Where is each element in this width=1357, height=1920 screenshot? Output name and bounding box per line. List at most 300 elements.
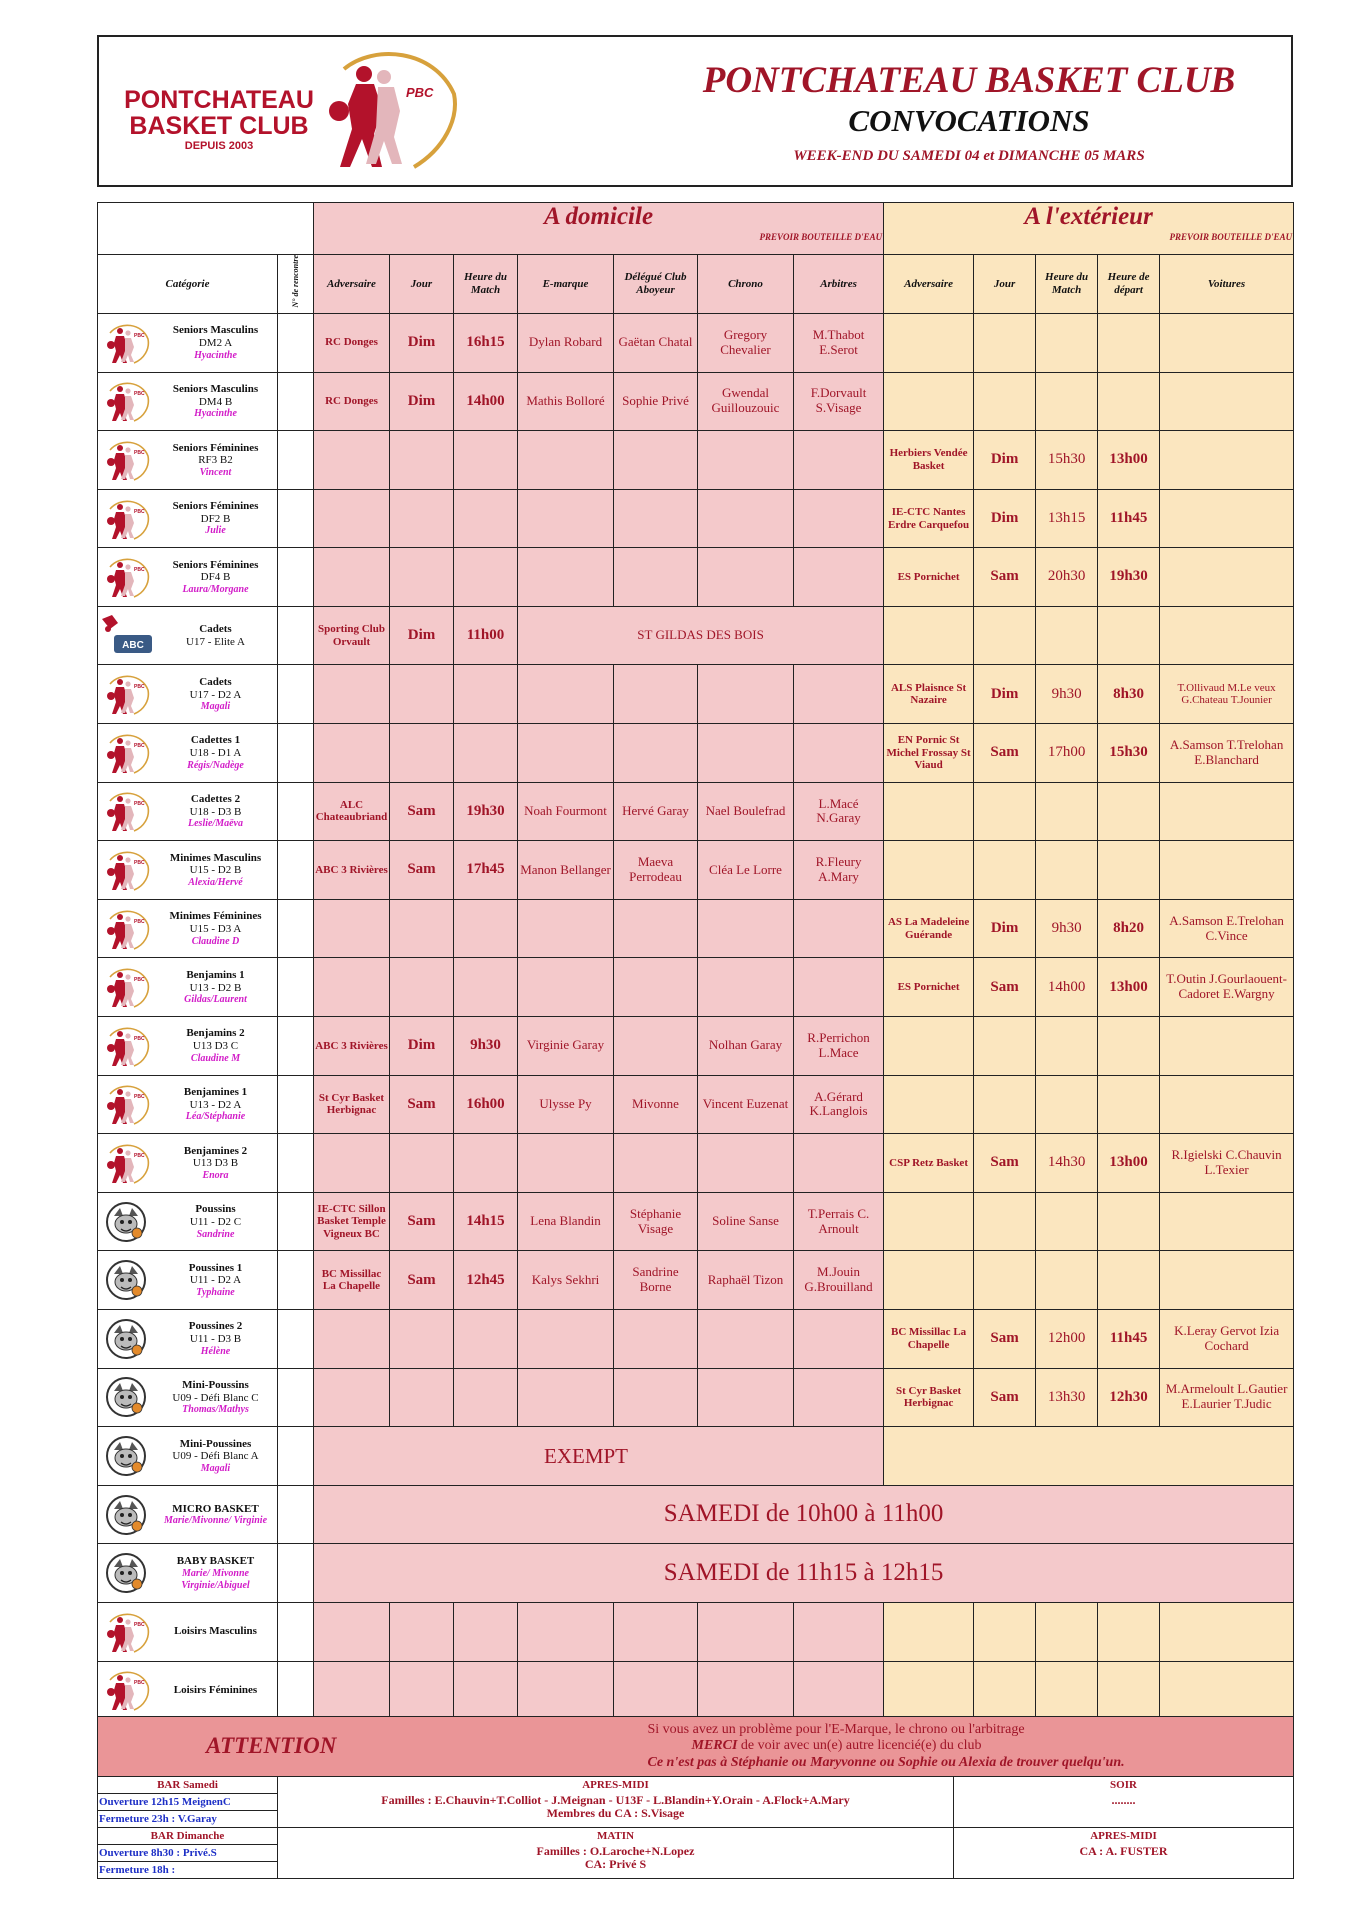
mascot-icon [98, 1375, 154, 1419]
svg-text:PBC: PBC [134, 1153, 145, 1160]
home-emarque [518, 1134, 614, 1193]
home-adversaire: Sporting Club Orvault [314, 606, 390, 665]
table-row [98, 1251, 1294, 1310]
rencontre-number [278, 489, 314, 548]
table-row [98, 782, 1294, 841]
home-emarque: Dylan Robard [518, 313, 614, 372]
bar-dimanche-close: Fermeture 18h : [98, 1862, 278, 1879]
home-delegue [614, 548, 698, 607]
away-heure-depart: 15h30 [1098, 724, 1160, 783]
table-row [98, 1485, 1294, 1544]
away-heure-match [1036, 841, 1098, 900]
away-voitures [1160, 841, 1294, 900]
home-jour [390, 1368, 454, 1427]
home-heure-match: 16h00 [454, 1075, 518, 1134]
category-cell [98, 782, 278, 841]
rencontre-number [278, 1251, 314, 1310]
away-adversaire: IE-CTC Nantes Erdre Carquefou [884, 489, 974, 548]
pbc-logo-icon [98, 789, 154, 833]
away-heure-match [1036, 1017, 1098, 1076]
pbc-logo-icon [98, 497, 154, 541]
home-arbitres [794, 724, 884, 783]
logo-line3: DEPUIS 2003 [184, 140, 254, 152]
category-name: Minimes Féminines [169, 910, 262, 923]
away-heure-depart: 19h30 [1098, 548, 1160, 607]
category-name: Poussines 2 [188, 1320, 243, 1333]
home-chrono: Raphaël Tizon [698, 1251, 794, 1310]
table-row [98, 606, 1294, 665]
micro-schedule: SAMEDI de 10h00 à 11h00 [314, 1485, 1294, 1544]
category-coach: Leslie/Maëva [188, 818, 243, 830]
category-name: Cadettes 1 [190, 734, 241, 747]
away-heure-depart [1098, 841, 1160, 900]
home-empty [314, 1602, 390, 1661]
home-adversaire [314, 1310, 390, 1369]
home-heure-match [454, 548, 518, 607]
away-jour [974, 606, 1036, 665]
away-empty [1036, 1602, 1098, 1661]
away-voitures: A.Samson T.Trelohan E.Blanchard [1160, 724, 1294, 783]
home-arbitres: R.Perrichon L.Mace [794, 1017, 884, 1076]
svg-text:PBC: PBC [134, 918, 145, 925]
rencontre-number [278, 1427, 314, 1486]
away-voitures [1160, 313, 1294, 372]
away-voitures: T.Outin J.Gourlaouent-Cadoret E.Wargny [1160, 958, 1294, 1017]
home-delegue: Hervé Garay [614, 782, 698, 841]
away-adversaire: St Cyr Basket Herbignac [884, 1368, 974, 1427]
pbc-logo-icon [98, 907, 154, 951]
home-emarque: Manon Bellanger [518, 841, 614, 900]
bar-dimanche-apres-midi-ca: CA : A. FUSTER [954, 1845, 1294, 1879]
bar-dimanche-open: Ouverture 8h30 : Privé.S [98, 1845, 278, 1862]
category-cell [98, 1134, 278, 1193]
category-coach: Marie/ Mivonne Virginie/Abiguel [181, 1568, 250, 1591]
rencontre-number [278, 841, 314, 900]
category-coach: Thomas/Mathys [182, 1404, 249, 1416]
home-jour: Dim [390, 1017, 454, 1076]
table-row [98, 1192, 1294, 1251]
table-row [98, 724, 1294, 783]
attention-merci: MERCI [691, 1738, 738, 1754]
away-adversaire [884, 606, 974, 665]
away-heure-depart: 8h20 [1098, 899, 1160, 958]
mascot-icon [98, 1434, 154, 1478]
category-cell [98, 665, 278, 724]
rencontre-number [278, 1192, 314, 1251]
rencontre-number [278, 1661, 314, 1720]
table-row [98, 899, 1294, 958]
away-jour: Sam [974, 958, 1036, 1017]
category-division: U13 D3 B [192, 1157, 239, 1170]
away-heure-depart [1098, 606, 1160, 665]
category-name: Benjamins 1 [186, 968, 245, 981]
away-heure-depart: 11h45 [1098, 489, 1160, 548]
rencontre-number [278, 782, 314, 841]
away-empty [1098, 1602, 1160, 1661]
column-header-row [98, 255, 1294, 314]
home-jour: Dim [390, 313, 454, 372]
away-heure-match: 14h00 [1036, 958, 1098, 1017]
attention-line3: Ce n'est pas à Stéphanie ou Maryvonne ou Sophie ou Alexia de trouver quelqu'un. [647, 1754, 1125, 1770]
away-heure-depart [1098, 372, 1160, 431]
home-chrono: Vincent Euzenat [698, 1075, 794, 1134]
category-name: Mini-Poussins [182, 1379, 249, 1392]
home-adversaire: ABC 3 Rivières [314, 1017, 390, 1076]
home-empty [314, 1661, 390, 1720]
away-empty [884, 1427, 1294, 1486]
away-heure-match: 13h15 [1036, 489, 1098, 548]
home-adversaire [314, 489, 390, 548]
convocations-table [97, 202, 1294, 1720]
home-emarque: Ulysse Py [518, 1075, 614, 1134]
home-arbitres [794, 1368, 884, 1427]
category-name: MICRO BASKET [172, 1502, 259, 1515]
home-empty [454, 1602, 518, 1661]
away-heure-depart [1098, 1192, 1160, 1251]
away-voitures: T.Ollivaud M.Le veux G.Chateau T.Jounier [1160, 665, 1294, 724]
rencontre-number [278, 899, 314, 958]
home-delegue [614, 431, 698, 490]
rencontre-number [278, 958, 314, 1017]
col-heure-match-ext: Heure du Match [1036, 255, 1098, 314]
home-empty [518, 1661, 614, 1720]
home-note: PREVOIR BOUTEILLE D'EAU [759, 231, 883, 242]
category-name: Seniors Masculins [172, 324, 259, 337]
away-heure-depart: 8h30 [1098, 665, 1160, 724]
home-empty [794, 1602, 884, 1661]
home-delegue [614, 489, 698, 548]
table-row [98, 489, 1294, 548]
away-empty [884, 1602, 974, 1661]
home-delegue: Sandrine Borne [614, 1251, 698, 1310]
category-division: DM2 A [198, 336, 233, 349]
club-logo [119, 49, 459, 174]
svg-text:ABC: ABC [122, 639, 144, 651]
bar-dimanche-ca: CA: Privé S [584, 1857, 647, 1872]
away-jour: Sam [974, 1134, 1036, 1193]
category-name: Poussines 1 [188, 1261, 243, 1274]
bar-dimanche-title: BAR Dimanche [98, 1828, 278, 1845]
pbc-logo-icon [98, 1024, 154, 1068]
category-division: U09 - Défi Blanc C [172, 1391, 259, 1404]
col-jour: Jour [390, 255, 454, 314]
home-lieu: ST GILDAS DES BOIS [518, 606, 884, 665]
home-jour [390, 1134, 454, 1193]
col-voitures: Voitures [1160, 255, 1294, 314]
category-coach: Régis/Nadège [187, 759, 244, 771]
svg-text:PBC: PBC [134, 801, 145, 808]
away-heure-match [1036, 313, 1098, 372]
away-jour: Sam [974, 724, 1036, 783]
home-chrono [698, 1368, 794, 1427]
table-row [98, 665, 1294, 724]
away-jour [974, 1075, 1036, 1134]
category-division: U13 - D2 B [189, 981, 242, 994]
home-adversaire: RC Donges [314, 313, 390, 372]
category-cell [98, 1017, 278, 1076]
home-arbitres: L.Macé N.Garay [794, 782, 884, 841]
category-name: Loisirs Féminines [173, 1684, 258, 1697]
away-voitures: A.Samson E.Trelohan C.Vince [1160, 899, 1294, 958]
table-row [98, 1368, 1294, 1427]
away-voitures [1160, 372, 1294, 431]
rencontre-number [278, 606, 314, 665]
category-coach: Magali [200, 1462, 231, 1474]
category-cell [98, 1075, 278, 1134]
away-heure-depart: 12h30 [1098, 1368, 1160, 1427]
home-adversaire: ALC Chateaubriand [314, 782, 390, 841]
away-heure-match: 9h30 [1036, 665, 1098, 724]
category-cell [98, 1602, 278, 1661]
home-jour [390, 548, 454, 607]
category-name: Seniors Féminines [172, 441, 259, 454]
home-delegue [614, 1017, 698, 1076]
category-cell [98, 958, 278, 1017]
away-adversaire [884, 841, 974, 900]
away-voitures [1160, 489, 1294, 548]
away-jour [974, 1017, 1036, 1076]
category-name: Benjamines 2 [183, 1144, 248, 1157]
away-jour: Dim [974, 899, 1036, 958]
home-arbitres [794, 958, 884, 1017]
svg-text:PBC: PBC [134, 742, 145, 749]
bottom-table [97, 1716, 1294, 1879]
category-name: BABY BASKET [176, 1555, 255, 1568]
col-jour-ext: Jour [974, 255, 1036, 314]
bar-dimanche-families: Familles : O.Laroche+N.Lopez [536, 1844, 695, 1858]
svg-text:PBC: PBC [134, 1094, 145, 1101]
away-empty [1098, 1661, 1160, 1720]
category-coach: Sandrine [196, 1228, 235, 1240]
rencontre-number [278, 1075, 314, 1134]
away-adversaire: ES Pornichet [884, 958, 974, 1017]
away-heure-match [1036, 372, 1098, 431]
svg-text:PBC: PBC [134, 449, 145, 456]
category-name: Minimes Masculins [169, 851, 262, 864]
svg-text:PBC: PBC [134, 1680, 145, 1687]
away-heure-match: 12h00 [1036, 1310, 1098, 1369]
category-cell [98, 372, 278, 431]
home-jour: Dim [390, 372, 454, 431]
home-emarque [518, 489, 614, 548]
category-division: U15 - D2 B [189, 864, 242, 877]
svg-text:PBC: PBC [134, 684, 145, 691]
category-name: Benjamines 1 [183, 1086, 248, 1099]
category-cell [98, 489, 278, 548]
away-heure-match [1036, 782, 1098, 841]
category-division: U13 D3 C [192, 1040, 239, 1053]
rencontre-number [278, 313, 314, 372]
table-row [98, 313, 1294, 372]
mascot-icon [98, 1493, 154, 1537]
category-division: DF2 B [200, 512, 231, 525]
away-voitures [1160, 1251, 1294, 1310]
home-adversaire [314, 724, 390, 783]
category-division: U11 - D2 C [189, 1215, 242, 1228]
away-heure-depart: 11h45 [1098, 1310, 1160, 1369]
away-empty [1160, 1602, 1294, 1661]
home-delegue [614, 899, 698, 958]
home-emarque [518, 431, 614, 490]
home-chrono [698, 1134, 794, 1193]
rencontre-number [278, 1134, 314, 1193]
category-cell [98, 1485, 278, 1544]
category-cell [98, 724, 278, 783]
bar-samedi-soir: SOIR [954, 1777, 1294, 1794]
home-heure-match: 9h30 [454, 1017, 518, 1076]
away-adversaire: EN Pornic St Michel Frossay St Viaud [884, 724, 974, 783]
home-chrono [698, 548, 794, 607]
home-jour: Dim [390, 606, 454, 665]
category-coach: Claudine M [190, 1052, 241, 1064]
home-arbitres [794, 431, 884, 490]
home-emarque [518, 548, 614, 607]
away-adversaire: ES Pornichet [884, 548, 974, 607]
rencontre-number [278, 372, 314, 431]
away-heure-depart [1098, 313, 1160, 372]
home-chrono [698, 431, 794, 490]
category-name: Seniors Féminines [172, 558, 259, 571]
table-row [98, 1602, 1294, 1661]
home-jour: Sam [390, 1192, 454, 1251]
category-name: Cadettes 2 [190, 793, 241, 806]
home-heure-match [454, 1368, 518, 1427]
attention-title: ATTENTION [206, 1733, 337, 1759]
home-empty [390, 1602, 454, 1661]
mascot-icon [98, 1551, 154, 1595]
home-heure-match [454, 1310, 518, 1369]
category-cell [98, 606, 278, 665]
table-row [98, 1017, 1294, 1076]
svg-text:PBC: PBC [134, 1621, 145, 1628]
home-chrono [698, 1310, 794, 1369]
home-delegue: Sophie Privé [614, 372, 698, 431]
category-division: U11 - D3 B [189, 1333, 242, 1346]
away-empty [974, 1602, 1036, 1661]
category-division: U17 - Elite A [186, 635, 245, 648]
away-section-header [884, 203, 1294, 255]
home-heure-match: 17h45 [454, 841, 518, 900]
away-adversaire [884, 313, 974, 372]
away-heure-depart [1098, 782, 1160, 841]
away-jour [974, 1251, 1036, 1310]
basketball-player-icon [304, 49, 464, 174]
home-delegue [614, 665, 698, 724]
category-coach: Léa/Stéphanie [185, 1111, 246, 1123]
home-heure-match [454, 431, 518, 490]
mascot-icon [98, 1258, 154, 1302]
away-jour: Dim [974, 665, 1036, 724]
bar-samedi-title: BAR Samedi [98, 1777, 278, 1794]
category-name: Benjamins 2 [186, 1027, 245, 1040]
away-adversaire [884, 1251, 974, 1310]
bar-samedi-ca: Membres du CA : S.Visage [546, 1806, 685, 1821]
home-adversaire [314, 431, 390, 490]
away-jour: Dim [974, 489, 1036, 548]
home-chrono: Gwendal Guillouzouic [698, 372, 794, 431]
away-voitures [1160, 1075, 1294, 1134]
home-jour [390, 1310, 454, 1369]
category-coach: Hyacinthe [194, 349, 237, 361]
home-arbitres: M.Jouin G.Brouilland [794, 1251, 884, 1310]
home-chrono [698, 724, 794, 783]
home-delegue [614, 724, 698, 783]
col-heure-match: Heure du Match [454, 255, 518, 314]
category-coach: Gildas/Laurent [184, 994, 247, 1006]
exempt-label: EXEMPT [314, 1427, 884, 1486]
home-adversaire [314, 548, 390, 607]
category-name: Seniors Masculins [172, 382, 259, 395]
attention-message [638, 1717, 1294, 1777]
home-heure-match [454, 724, 518, 783]
away-jour [974, 782, 1036, 841]
rencontre-number [278, 431, 314, 490]
home-arbitres: A.Gérard K.Langlois [794, 1075, 884, 1134]
home-chrono: Nolhan Garay [698, 1017, 794, 1076]
away-heure-match: 15h30 [1036, 431, 1098, 490]
away-heure-depart: 13h00 [1098, 958, 1160, 1017]
home-heure-match: 11h00 [454, 606, 518, 665]
category-coach: Laura/Morgane [182, 583, 249, 595]
attention-line1: Si vous avez un problème pour l'E-Marque, le chrono ou l'arbitrage [647, 1722, 1025, 1738]
home-jour [390, 431, 454, 490]
bar-dimanche-apres-midi: APRES-MIDI [954, 1828, 1294, 1845]
away-adversaire: BC Missillac La Chapelle [884, 1310, 974, 1369]
home-emarque [518, 665, 614, 724]
home-jour [390, 958, 454, 1017]
home-emarque [518, 724, 614, 783]
home-adversaire: BC Missillac La Chapelle [314, 1251, 390, 1310]
category-coach: Hyacinthe [194, 408, 237, 420]
home-emarque: Virginie Garay [518, 1017, 614, 1076]
home-empty [698, 1602, 794, 1661]
away-voitures [1160, 548, 1294, 607]
home-adversaire: ABC 3 Rivières [314, 841, 390, 900]
pbc-logo-icon [98, 555, 154, 599]
away-heure-match: 20h30 [1036, 548, 1098, 607]
home-emarque: Lena Blandin [518, 1192, 614, 1251]
col-emarque: E-marque [518, 255, 614, 314]
club-title: PONTCHATEAU BASKET CLUB [702, 60, 1236, 101]
home-adversaire [314, 1368, 390, 1427]
rencontre-number [278, 1544, 314, 1603]
pbc-logo-icon [98, 379, 154, 423]
home-adversaire [314, 899, 390, 958]
svg-text:PBC: PBC [134, 332, 145, 339]
category-division: U18 - D1 A [189, 747, 242, 760]
home-adversaire: IE-CTC Sillon Basket Temple Vigneux BC [314, 1192, 390, 1251]
mascot-icon [98, 1317, 154, 1361]
home-empty [614, 1602, 698, 1661]
pbc-logo-icon [98, 848, 154, 892]
logo-badge: PBC [406, 85, 434, 100]
home-emarque [518, 958, 614, 1017]
pbc-logo-icon [98, 672, 154, 716]
home-empty [698, 1661, 794, 1720]
category-coach: Enora [202, 1169, 229, 1181]
home-jour: Sam [390, 1251, 454, 1310]
home-arbitres: F.Dorvault S.Visage [794, 372, 884, 431]
away-heure-match [1036, 1192, 1098, 1251]
category-division: U13 - D2 A [189, 1098, 242, 1111]
logo-text [119, 87, 319, 153]
home-delegue: Stéphanie Visage [614, 1192, 698, 1251]
home-empty [390, 1661, 454, 1720]
category-division: DF4 B [200, 571, 231, 584]
category-coach: Hélène [200, 1345, 231, 1357]
convocations-title: CONVOCATIONS [848, 103, 1090, 138]
away-empty [974, 1661, 1036, 1720]
